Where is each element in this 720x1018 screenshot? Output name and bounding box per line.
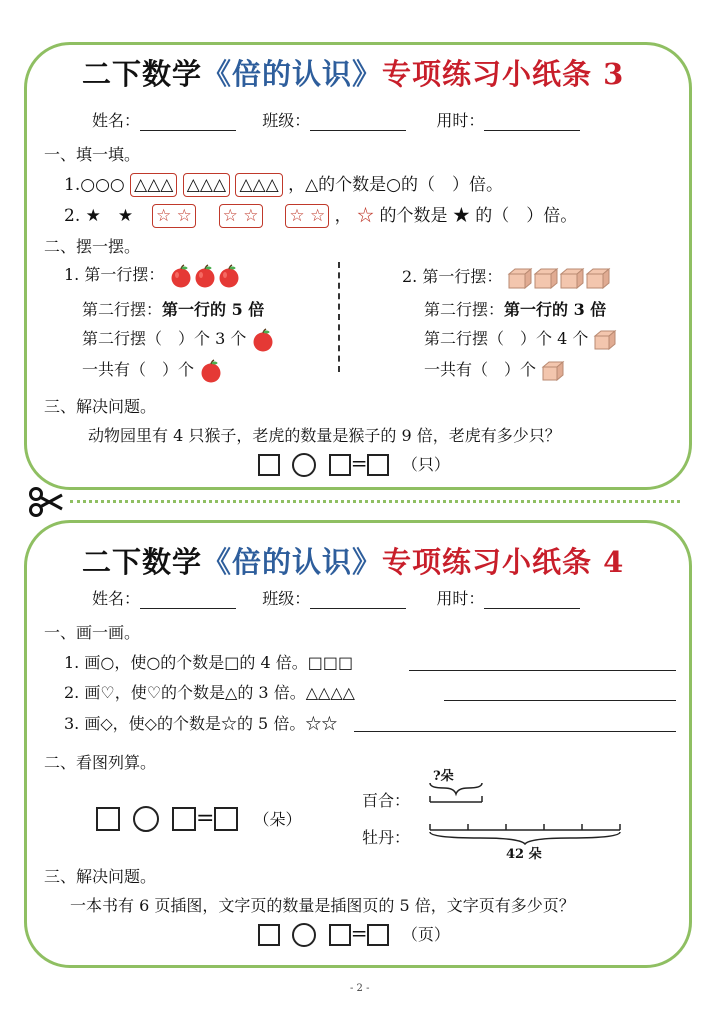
cut-line <box>70 500 680 503</box>
time-field[interactable] <box>484 112 580 131</box>
page-number: - 2 - <box>350 983 370 994</box>
answer-box[interactable] <box>214 807 238 831</box>
arrange-right-row2: 第二行摆：第一行的 3 倍 <box>424 300 607 319</box>
line-segment-diagram <box>420 778 630 848</box>
lily-question-label: ?朵 <box>433 769 454 784</box>
apple-icon <box>199 359 223 383</box>
equation-row-4: = （页） <box>258 921 450 947</box>
draw-answer-line[interactable] <box>409 670 676 671</box>
apple-icon <box>217 264 241 288</box>
fill-question-1: 1.○○○ △△△ △△△ △△△ ，△的个数是○的（ ）倍。 <box>64 175 503 195</box>
section-solve-heading-2: 三、解决问题。 <box>44 867 157 886</box>
name-field[interactable] <box>140 112 236 131</box>
equation-row-flowers: = （朵） <box>96 806 301 832</box>
scissors-icon <box>28 487 66 517</box>
draw-question-3: 3. 画◇，使◇的个数是☆的 5 倍。☆☆ <box>64 711 676 734</box>
answer-box[interactable] <box>172 807 196 831</box>
class-label: 班级： <box>262 589 311 608</box>
black-star-icon: ★ <box>452 206 470 226</box>
arrange-right-row3: 第二行摆（ ）个 4 个 <box>424 326 617 351</box>
class-field[interactable] <box>310 590 406 609</box>
draw-answer-line[interactable] <box>444 700 676 701</box>
solve-problem-text-2: 一本书有 6 页插图，文字页的数量是插图页的 5 倍，文字页有多少页？ <box>70 896 575 915</box>
triangle-group-1: △△△ <box>130 173 177 197</box>
arrange-right-row4: 一共有（ ）个 <box>424 357 565 382</box>
time-label: 用时： <box>436 111 485 130</box>
equation-row-3: = （只） <box>258 451 450 477</box>
name-label: 姓名： <box>92 589 141 608</box>
answer-box[interactable] <box>329 454 351 476</box>
answer-box[interactable] <box>96 807 120 831</box>
answer-box[interactable] <box>258 454 280 476</box>
operator-circle[interactable] <box>292 923 316 947</box>
section-solve-heading: 三、解决问题。 <box>44 397 157 416</box>
card4-info-row <box>92 586 580 609</box>
draw-question-1: 1. 画○，使○的个数是□的 4 倍。□□□ <box>64 650 676 673</box>
column-divider <box>338 262 340 372</box>
star-group-3: ☆ ☆ <box>285 204 329 228</box>
black-stars: ★ ★ <box>85 206 134 226</box>
circles-group: ○○○ <box>80 175 125 195</box>
section-arrange-heading: 二、摆一摆。 <box>44 237 141 256</box>
triangle-group-2: △△△ <box>183 173 230 197</box>
triangle-group-3: △△△ <box>235 173 282 197</box>
star-group-2: ☆ ☆ <box>219 204 263 228</box>
name-field[interactable] <box>140 590 236 609</box>
card3-info-row <box>92 108 580 131</box>
fill-question-2: 2. ★ ★ ☆ ☆ ☆ ☆ ☆ ☆ ， ☆ 的个数是 ★ 的（ ）倍。 <box>64 206 578 226</box>
solve-problem-text: 动物园里有 4 只猴子，老虎的数量是猴子的 9 倍，老虎有多少只？ <box>88 426 561 445</box>
star-group-1: ☆ ☆ <box>152 204 196 228</box>
operator-circle[interactable] <box>133 806 159 832</box>
draw-answer-line[interactable] <box>354 731 676 732</box>
card3-title: 二下数学《倍的认识》专项练习小纸条 3 <box>82 57 625 91</box>
time-label: 用时： <box>436 589 485 608</box>
apple-icon <box>169 264 193 288</box>
red-star-icon: ☆ <box>357 206 375 226</box>
apple-icon <box>193 264 217 288</box>
answer-box[interactable] <box>367 454 389 476</box>
lily-label: 百合： <box>362 791 411 810</box>
arrange-left-row1: 1. 第一行摆： <box>64 262 241 288</box>
time-field[interactable] <box>484 590 580 609</box>
peony-label: 牡丹： <box>362 828 411 847</box>
class-label: 班级： <box>262 111 311 130</box>
card4-title: 二下数学《倍的认识》专项练习小纸条 4 <box>82 545 625 579</box>
answer-box[interactable] <box>258 924 280 946</box>
section-draw-heading: 一、画一画。 <box>44 623 141 642</box>
answer-box[interactable] <box>329 924 351 946</box>
operator-circle[interactable] <box>292 453 316 477</box>
name-label: 姓名： <box>92 111 141 130</box>
arrange-left-row4: 一共有（ ）个 <box>82 357 223 383</box>
section-diagram-heading: 二、看图列算。 <box>44 753 157 772</box>
cube-icon <box>593 329 617 351</box>
apple-icon <box>251 328 275 352</box>
peony-total-label: 42 朵 <box>506 847 542 862</box>
cube-icons <box>507 267 611 289</box>
draw-question-2: 2. 画♡，使♡的个数是△的 3 倍。△△△△ <box>64 680 676 703</box>
answer-box[interactable] <box>367 924 389 946</box>
arrange-left-row3: 第二行摆（ ）个 3 个 <box>82 326 275 352</box>
cube-icon <box>541 360 565 382</box>
section-fill-heading: 一、填一填。 <box>44 145 141 164</box>
arrange-left-row2: 第二行摆：第一行的 5 倍 <box>82 300 265 319</box>
class-field[interactable] <box>310 112 406 131</box>
arrange-right-row1: 2. 第一行摆： <box>402 264 611 289</box>
